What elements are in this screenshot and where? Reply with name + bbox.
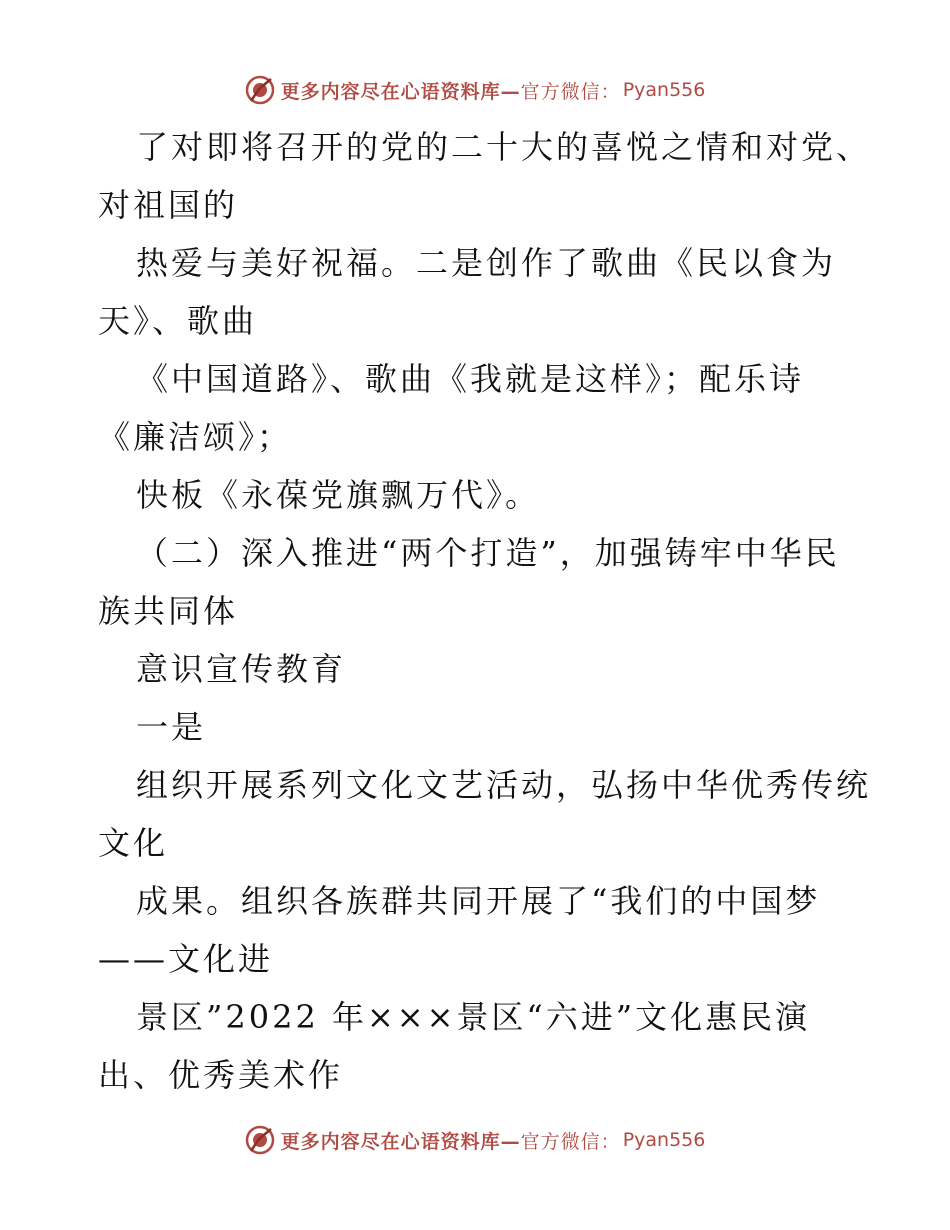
logo-icon bbox=[245, 1125, 275, 1155]
header-banner bbox=[0, 70, 950, 110]
section-heading: （二）深入推进“两个打造”，加强铸牢中华民 bbox=[136, 534, 840, 572]
text-line: 文化 bbox=[98, 824, 169, 862]
text-line: 成果。组织各族群共同开展了“我们的中国梦 bbox=[136, 882, 821, 920]
banner-text: 更多内容尽在心语资料库— bbox=[280, 80, 521, 103]
banner-wechat-id: Pyan556 bbox=[622, 79, 706, 101]
section-heading-cont: 族共同体 bbox=[98, 592, 239, 630]
text-line: 出、优秀美术作 bbox=[98, 1056, 344, 1094]
text-line: 《中国道路》、歌曲《我就是这样》；配乐诗 bbox=[136, 360, 805, 398]
text-line: 景区”2022 年×××景区“六进”文化惠民演 bbox=[136, 998, 811, 1036]
text-line: 热爱与美好祝福。二是创作了歌曲《民以食为 bbox=[136, 244, 837, 282]
text-line: 组织开展系列文化文艺活动，弘扬中华优秀传统 bbox=[136, 766, 872, 804]
banner-text: 更多内容尽在心语资料库— bbox=[280, 1130, 521, 1153]
text-line: 对祖国的 bbox=[98, 186, 239, 224]
banner-wechat-id: Pyan556 bbox=[622, 1129, 706, 1151]
logo-icon bbox=[245, 75, 275, 105]
banner-wechat-label: 官方微信： bbox=[520, 1130, 621, 1153]
text-line: 快板《永葆党旗飘万代》。 bbox=[136, 476, 541, 514]
section-heading-cont: 意识宣传教育 bbox=[136, 650, 347, 688]
text-line: 了对即将召开的党的二十大的喜悦之情和对党、 bbox=[136, 128, 872, 166]
banner-wechat-label: 官方微信： bbox=[520, 80, 621, 103]
footer-banner bbox=[0, 1120, 950, 1160]
text-line: 天》、歌曲 bbox=[98, 302, 258, 340]
text-line: ——文化进 bbox=[98, 940, 274, 978]
text-line: 一是 bbox=[136, 708, 207, 746]
document-body bbox=[98, 118, 898, 1104]
text-line: 《廉洁颂》； bbox=[98, 418, 293, 456]
